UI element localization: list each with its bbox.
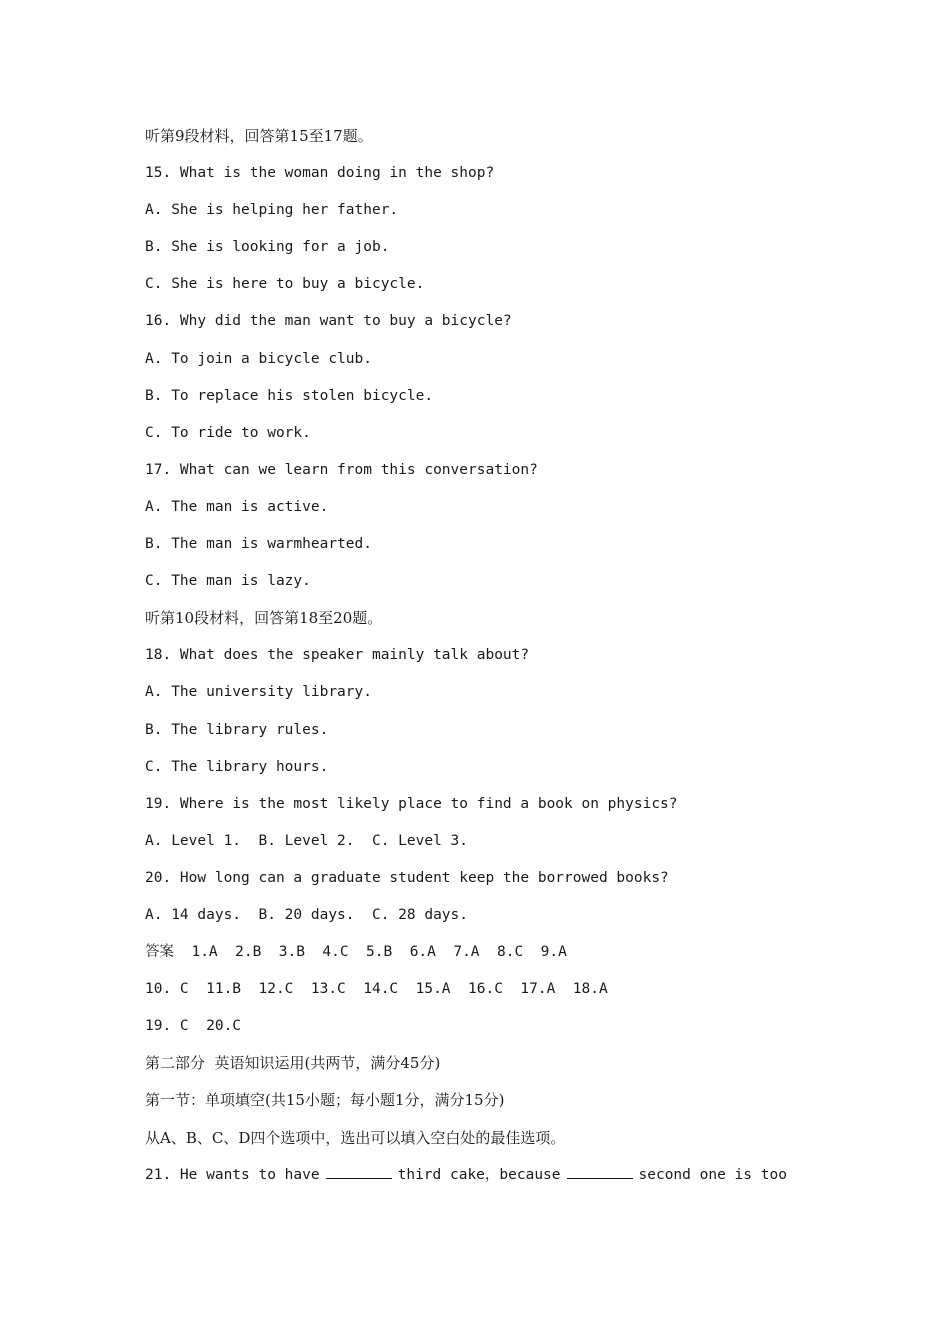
option-16c: C. To ride to work.	[145, 424, 311, 441]
options-20: A. 14 days. B. 20 days. C. 28 days.	[145, 906, 469, 923]
option-16a: A. To join a bicycle club.	[145, 350, 372, 367]
option-15a: A. She is helping her father.	[145, 202, 399, 219]
option-18b: B. The library rules.	[145, 721, 329, 738]
question-19: 19. Where is the most likely place to find a book on physics?	[145, 795, 678, 812]
option-15b: B. She is looking for a job.	[145, 239, 390, 256]
question-21-part-2: third cake，because	[397, 1166, 561, 1183]
option-18c: C. The library hours.	[145, 758, 329, 775]
option-17c: C. The man is lazy.	[145, 573, 311, 590]
part-two-heading: 第二部分 英语知识运用(共两节，满分45分)	[145, 1054, 441, 1073]
question-21-part-1: 21. He wants to have	[145, 1166, 320, 1183]
answer-blank-2	[567, 1164, 633, 1179]
question-17: 17. What can we learn from this conversation?	[145, 461, 538, 478]
option-15c: C. She is here to buy a bicycle.	[145, 276, 425, 293]
question-21	[145, 1162, 825, 1199]
option-16b: B. To replace his stolen bicycle.	[145, 387, 434, 404]
question-21-part-3: second one is too	[638, 1166, 787, 1183]
options-19: A. Level 1. B. Level 2. C. Level 3.	[145, 832, 469, 849]
section-header-material-10: 听第10段材料，回答第18至20题。	[145, 609, 383, 628]
document-body	[145, 123, 825, 1199]
option-17a: A. The man is active.	[145, 498, 329, 515]
answer-key-line-3: 19. C 20.C	[145, 1018, 242, 1035]
option-17b: B. The man is warmhearted.	[145, 536, 372, 553]
section-one-heading: 第一节：单项填空(共15小题；每小题1分，满分15分)	[145, 1091, 505, 1110]
answer-key-line-1: 答案 1.A 2.B 3.B 4.C 5.B 6.A 7.A 8.C 9.A	[145, 944, 567, 961]
question-16: 16. Why did the man want to buy a bicycle?	[145, 313, 512, 330]
question-15: 15. What is the woman doing in the shop?	[145, 165, 495, 182]
question-18: 18. What does the speaker mainly talk about?	[145, 647, 530, 664]
question-20: 20. How long can a graduate student keep the borrowed books?	[145, 869, 669, 886]
answer-key-line-2: 10. C 11.B 12.C 13.C 14.C 15.A 16.C 17.A 18.A	[145, 981, 608, 998]
answer-blank-1	[326, 1164, 392, 1179]
section-header-material-9: 听第9段材料，回答第15至17题。	[145, 127, 373, 145]
option-18a: A. The university library.	[145, 684, 372, 701]
instructions: 从A、B、C、D四个选项中，选出可以填入空白处的最佳选项。	[145, 1128, 566, 1147]
